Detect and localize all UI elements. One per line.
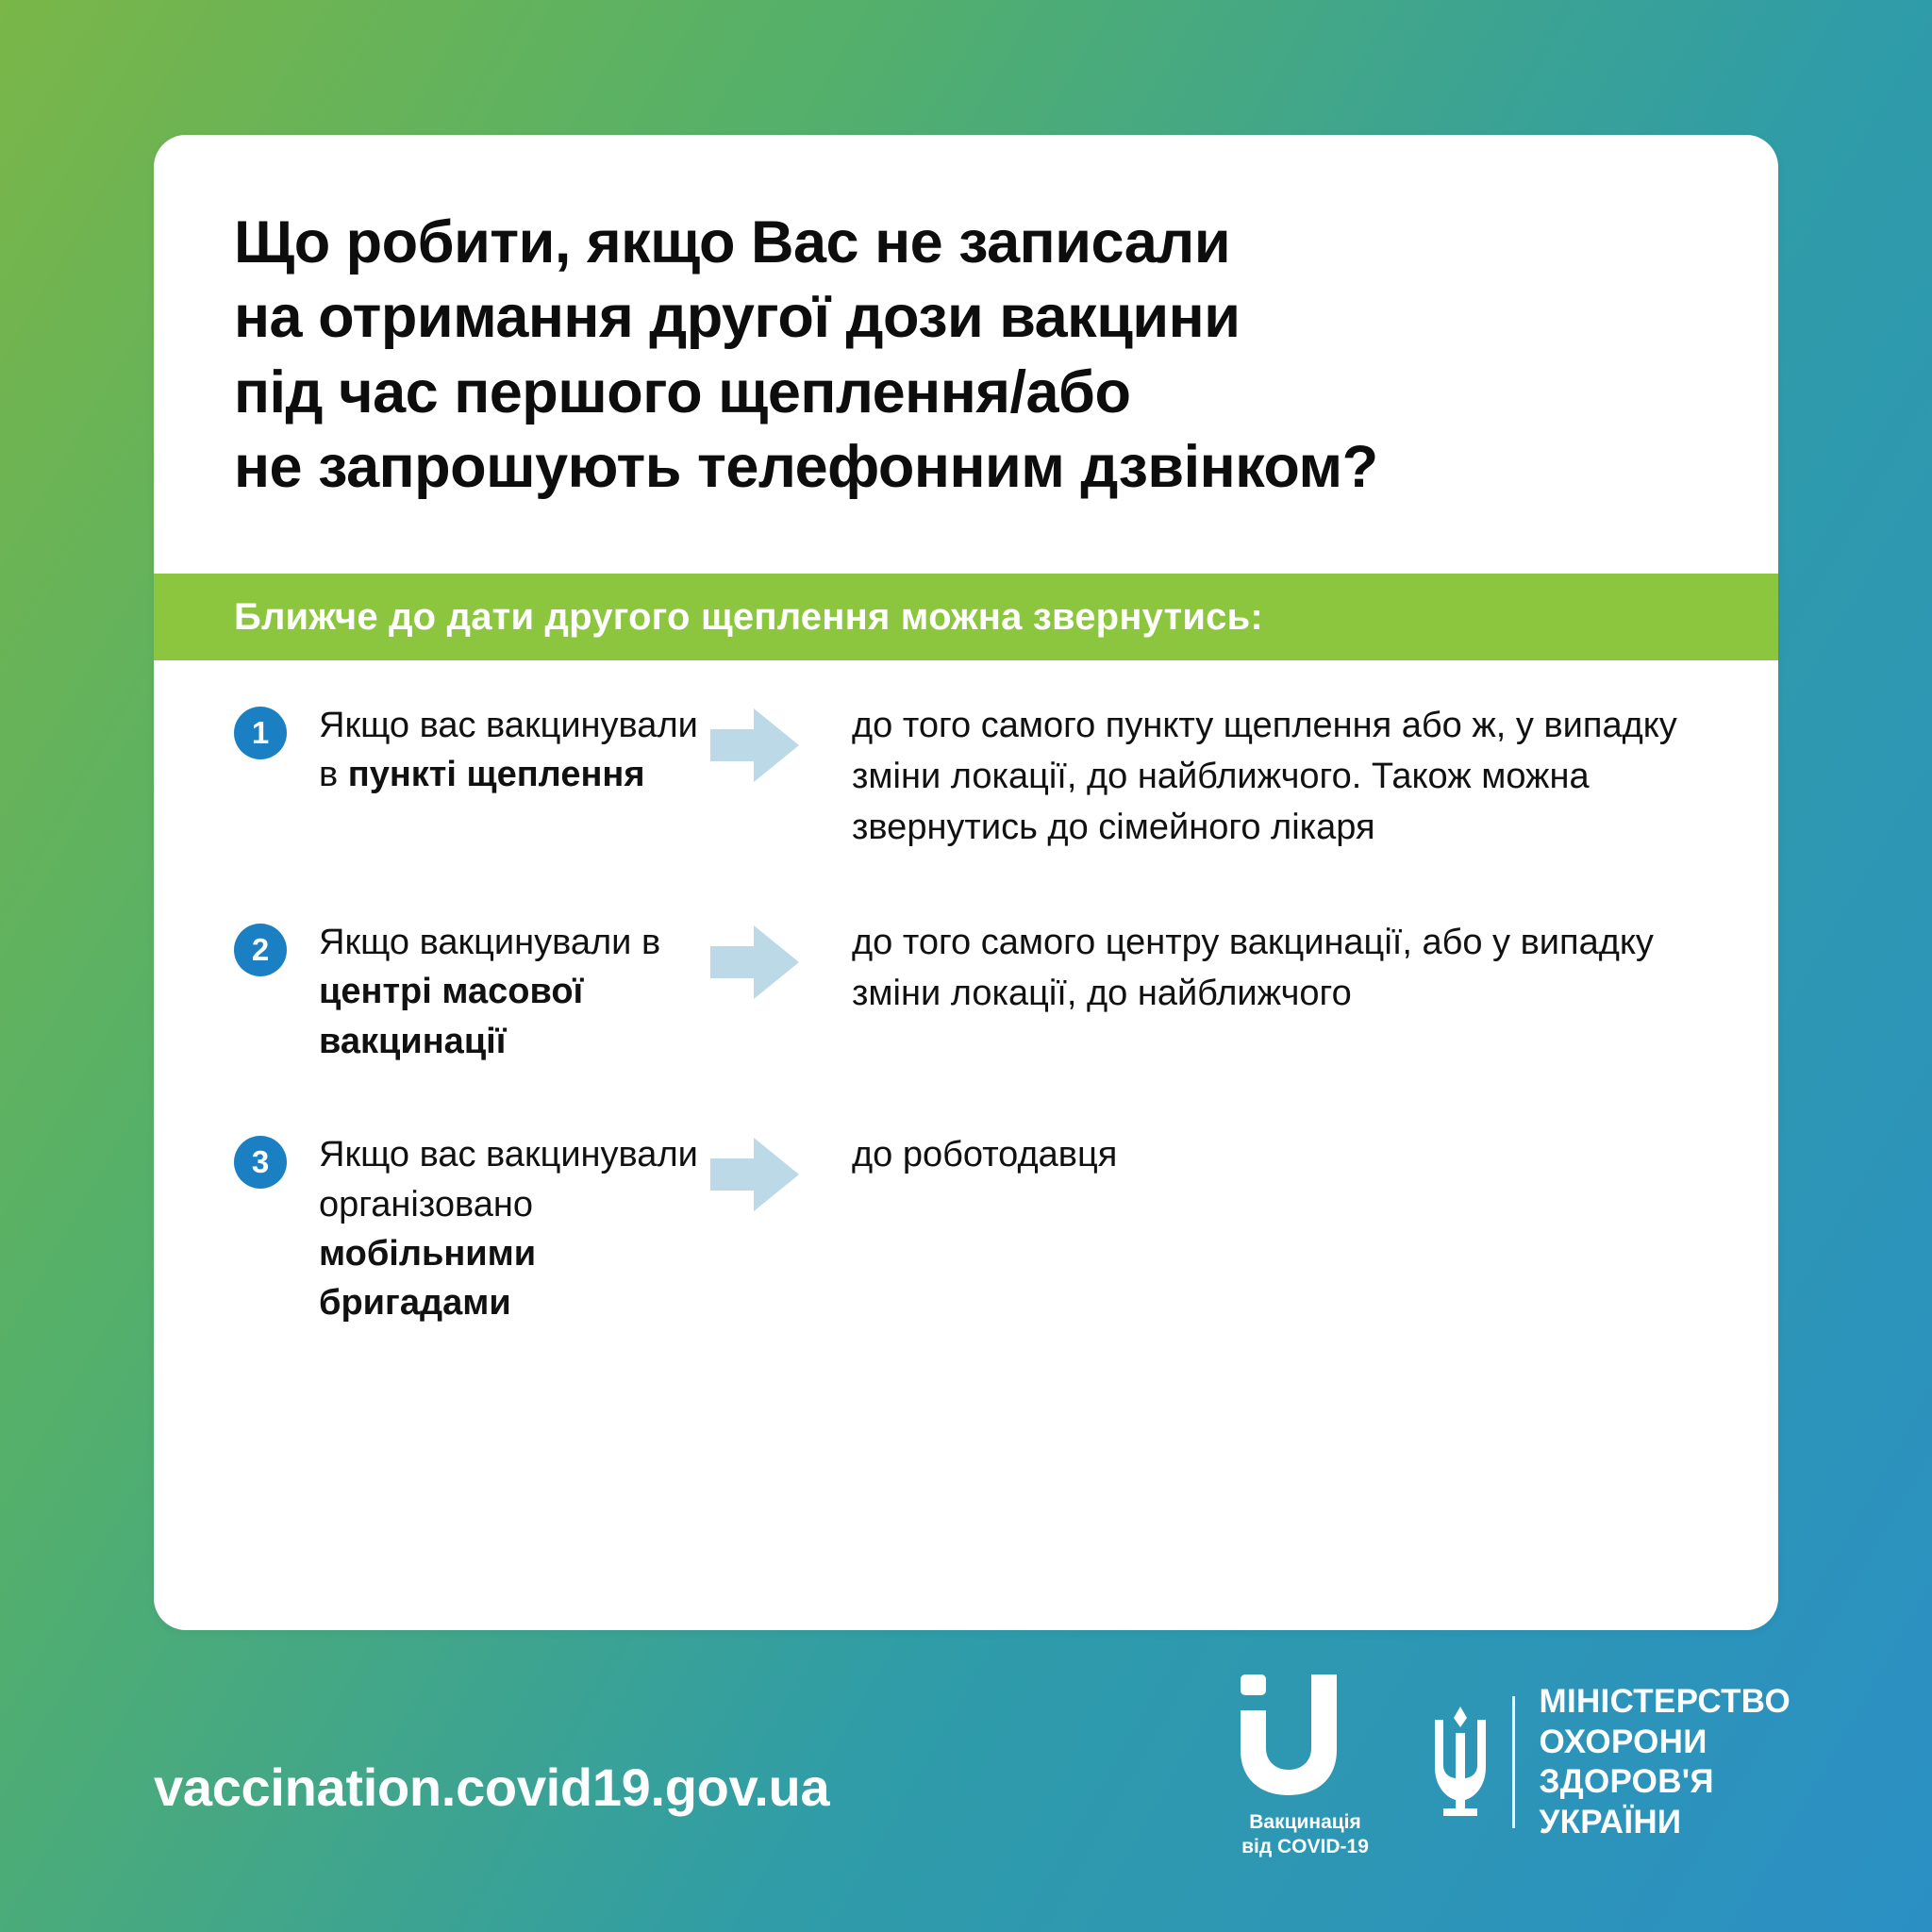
section-banner-label: Ближче до дати другого щеплення можна звернутись: — [234, 595, 1263, 638]
list-item — [154, 1130, 1778, 1328]
content-card — [154, 135, 1778, 1630]
ministry-line-3: ЗДОРОВ'Я — [1539, 1763, 1714, 1801]
arrow-right-icon — [710, 925, 801, 999]
footer-logos — [1235, 1674, 1791, 1860]
vaccination-logo — [1235, 1674, 1376, 1860]
ministry-line-4: УКРАЇНИ — [1539, 1804, 1682, 1841]
step-condition-text — [319, 918, 701, 1066]
arrow-right-icon — [710, 708, 801, 782]
steps-list — [154, 701, 1778, 1392]
step-action-text: до роботодавця — [852, 1135, 1118, 1175]
ministry-logo — [1431, 1674, 1791, 1843]
ministry-line-2: ОХОРОНИ — [1539, 1723, 1707, 1760]
logo-divider — [1512, 1696, 1515, 1828]
arrow-right-icon — [710, 1138, 801, 1211]
step-condition-plain: Якщо вакцинували в — [319, 922, 661, 962]
vi-checkmark-icon — [1235, 1674, 1376, 1797]
step-action-text: до того самого пункту щеплення або ж, у випадку зміни локації, до найближчого. Також можна звернутись до сімейного лікаря — [852, 706, 1677, 847]
section-banner — [154, 574, 1778, 660]
website-url[interactable]: vaccination.covid19.gov.ua — [154, 1757, 830, 1817]
trident-emblem-icon — [1431, 1707, 1490, 1818]
step-number-badge: 3 — [234, 1136, 287, 1189]
headline-line-4: не запрошують телефонним дзвінком? — [234, 434, 1378, 501]
step-condition-text — [319, 701, 701, 800]
vi-caption-line-2: від COVID-19 — [1241, 1836, 1369, 1858]
step-condition-text — [319, 1130, 701, 1328]
ministry-line-1: МІНІСТЕРСТВО — [1539, 1683, 1790, 1720]
step-condition-bold: центрі масової вакцинації — [319, 972, 584, 1061]
step-condition-bold: мобільними бригадами — [319, 1234, 537, 1324]
step-number-badge: 1 — [234, 707, 287, 759]
vaccination-logo-caption — [1241, 1810, 1369, 1860]
step-action-text: до того самого центру вакцинації, або у випадку зміни локації, до найближчого — [852, 922, 1654, 1013]
headline-line-1: Що робити, якщо Вас не записали — [234, 209, 1231, 275]
headline-line-2: на отримання другої дози вакцини — [234, 284, 1241, 351]
vi-caption-line-1: Вакцинація — [1249, 1811, 1361, 1833]
page-title — [234, 206, 1706, 506]
step-condition-plain: Якщо вас вакцинували в — [319, 706, 698, 795]
step-condition-bold: пункті щеплення — [347, 755, 645, 795]
list-item — [154, 701, 1778, 854]
list-item — [154, 918, 1778, 1066]
headline-line-3: під час першого щеплення/або — [234, 358, 1131, 425]
step-condition-plain: Якщо вас вакцинували організовано — [319, 1135, 698, 1224]
step-number-badge: 2 — [234, 924, 287, 976]
ministry-name — [1540, 1682, 1791, 1843]
